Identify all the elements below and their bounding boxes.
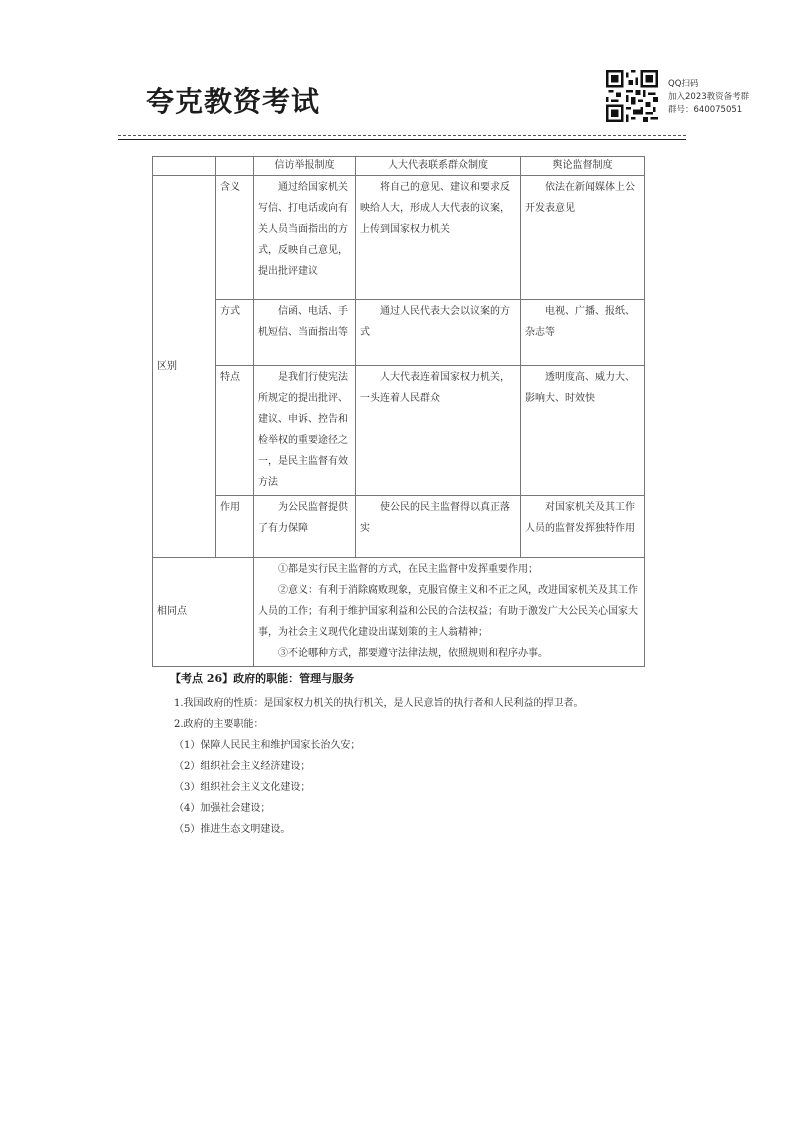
row-label: 作用 [216, 496, 254, 558]
list-item: （3）组织社会主义文化建设； [174, 782, 311, 793]
header-cell: 信访举报制度 [254, 157, 356, 176]
table-cell: 依法在新闻媒体上公开发表意见 [521, 176, 645, 300]
similar-label-cell: 相同点 [153, 558, 254, 667]
brand-title: 夸克教资考试 [146, 85, 321, 118]
similar-point: ①都是实行民主监督的方式，在民主监督中发挥重要作用； [278, 564, 538, 575]
similar-point: ③不论哪种方式，都要遵守法律法规，依照规则和程序办事。 [278, 648, 548, 659]
table-cell: 为公民监督提供了有力保障 [254, 496, 356, 558]
table-row [153, 366, 645, 496]
table-row [153, 300, 645, 366]
body-line: 2.政府的主要职能： [174, 719, 264, 730]
list-item: （1）保障人民民主和维护国家长治久安； [174, 740, 361, 751]
body-line: 1.我国政府的性质：是国家权力机关的执行机关，是人民意旨的执行者和人民利益的捍卫者。 [174, 698, 584, 709]
table-cell: 使公民的民主监督得以真正落实 [356, 496, 521, 558]
qr-caption-line: QQ扫码 [668, 79, 699, 89]
table-cell: 电视、广播、报纸、杂志等 [521, 300, 645, 366]
qr-caption-line: 加入2023教资备考群 [668, 92, 750, 102]
similarities-row [153, 558, 645, 667]
group-label-cell: 区别 [153, 176, 216, 558]
header-cell: 舆论监督制度 [521, 157, 645, 176]
table-header-row [153, 157, 645, 176]
section-title: 【考点 26】政府的职能：管理与服务 [170, 672, 355, 685]
section-body [174, 693, 654, 840]
qr-code-icon [606, 70, 658, 122]
comparison-table [152, 156, 645, 667]
row-label: 特点 [216, 366, 254, 496]
header-cell: 人大代表联系群众制度 [356, 157, 521, 176]
table-cell: 将自己的意见、建议和要求反映给人大，形成人大代表的议案，上传到国家权力机关 [356, 176, 521, 300]
table-cell: 通过人民代表大会以议案的方式 [356, 300, 521, 366]
row-label: 方式 [216, 300, 254, 366]
list-item: （2）组织社会主义经济建设； [174, 761, 311, 772]
header-cell [216, 157, 254, 176]
list-item: （5）推进生态文明建设。 [174, 824, 291, 835]
table-row [153, 176, 645, 300]
similar-point: ②意义：有利于消除腐败现象，克服官僚主义和不正之风，改进国家机关及其工作人员的工作；有利于维护国家利益和公民的合法权益；有助于激发广大公民关心国家大事，为社会主义现代化建设出谋划策的主人翁精神； [258, 585, 638, 638]
table-cell: 透明度高、威力大、影响大、时效快 [521, 366, 645, 496]
table-cell: 是我们行使宪法所规定的提出批评、建议、申诉、控告和检举权的重要途径之一，是民主监督有效方法 [254, 366, 356, 496]
table-cell: 对国家机关及其工作人员的监督发挥独特作用 [521, 496, 645, 558]
table-cell: 人大代表连着国家权力机关，一头连着人民群众 [356, 366, 521, 496]
similarities-cell [254, 558, 645, 667]
header-rule [118, 139, 686, 140]
table-cell: 信函、电话、手机短信、当面指出等 [254, 300, 356, 366]
table-row [153, 496, 645, 558]
list-item: （4）加强社会建设； [174, 803, 271, 814]
header-cell [153, 157, 216, 176]
row-label: 含义 [216, 176, 254, 300]
qr-caption-line: 群号：640075051 [668, 105, 743, 115]
table-cell: 通过给国家机关写信、打电话或向有关人员当面指出的方式，反映自己意见，提出批评建议 [254, 176, 356, 300]
qr-caption [668, 78, 749, 117]
header-dashed-rule [118, 135, 686, 136]
